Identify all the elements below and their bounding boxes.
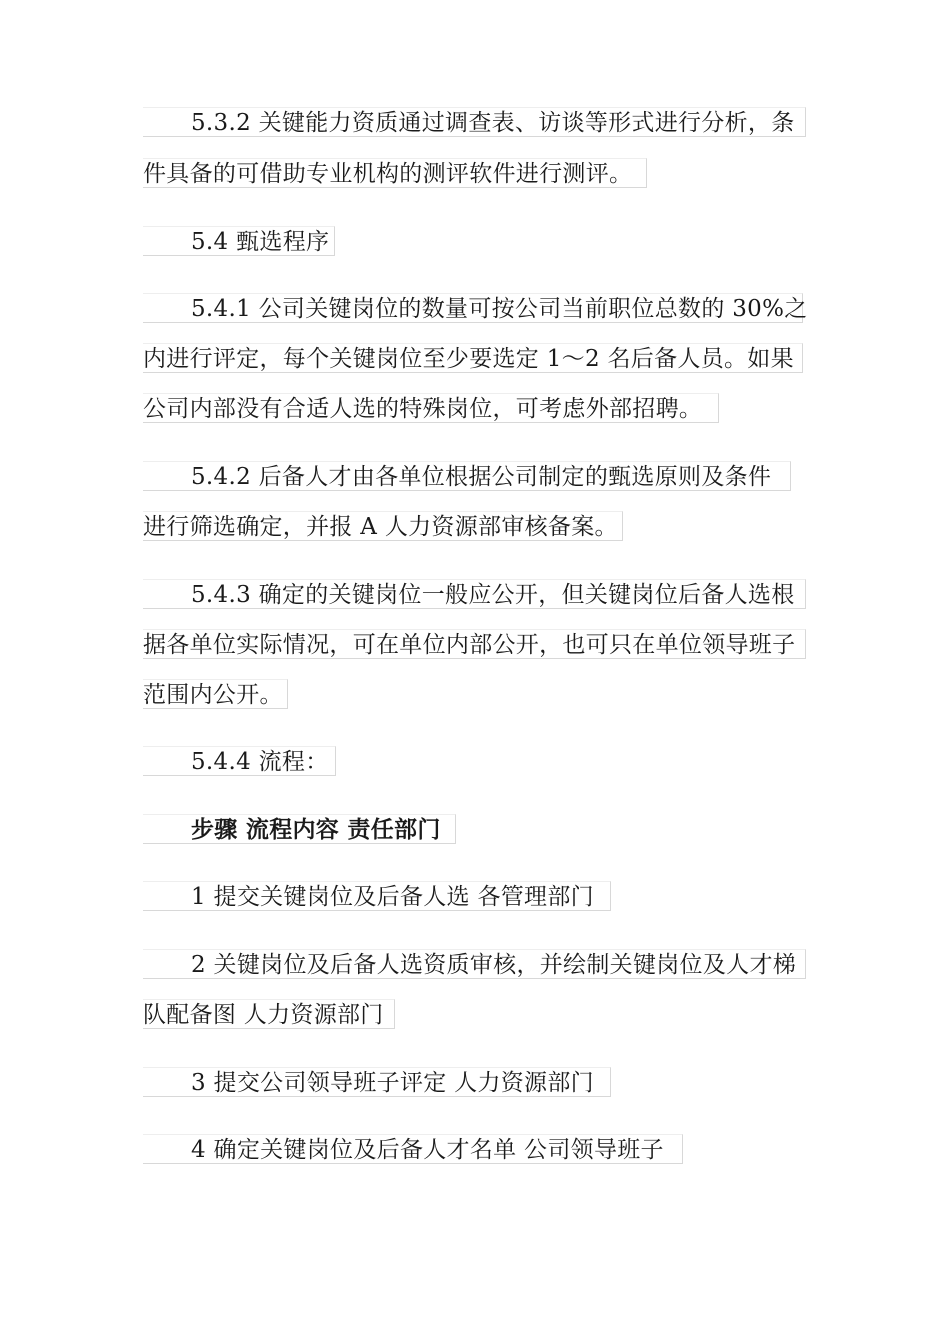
paragraph-5-4-1-line-1: 5.4.1 公司关键岗位的数量可按公司当前职位总数的 30%之	[143, 293, 803, 323]
section-heading-5-4: 5.4 甄选程序	[143, 226, 335, 256]
paragraph-5-3-2-line-1: 5.3.2 关键能力资质通过调查表、访谈等形式进行分析，条	[143, 107, 806, 137]
paragraph-5-4-3-line-3: 范围内公开。	[143, 679, 288, 709]
paragraph-5-4-3-line-2: 据各单位实际情况，可在单位内部公开，也可只在单位领导班子	[143, 629, 806, 659]
flow-step-4: 4 确定关键岗位及后备人才名单 公司领导班子	[143, 1134, 683, 1164]
flow-step-2-line-2: 队配备图 人力资源部门	[143, 999, 395, 1029]
flow-step-3: 3 提交公司领导班子评定 人力资源部门	[143, 1067, 611, 1097]
paragraph-5-4-3-line-1: 5.4.3 确定的关键岗位一般应公开，但关键岗位后备人选根	[143, 579, 806, 609]
section-heading-5-4-4: 5.4.4 流程：	[143, 746, 336, 776]
paragraph-5-3-2-line-2: 件具备的可借助专业机构的测评软件进行测评。	[143, 158, 647, 188]
flow-table-header: 步骤 流程内容 责任部门	[143, 814, 456, 844]
flow-step-2-line-1: 2 关键岗位及后备人选资质审核，并绘制关键岗位及人才梯	[143, 949, 806, 979]
paragraph-5-4-2-line-2: 进行筛选确定，并报 A 人力资源部审核备案。	[143, 511, 623, 541]
paragraph-5-4-1-line-3: 公司内部没有合适人选的特殊岗位，可考虑外部招聘。	[143, 393, 719, 423]
paragraph-5-4-2-line-1: 5.4.2 后备人才由各单位根据公司制定的甄选原则及条件	[143, 461, 791, 491]
paragraph-5-4-1-line-2: 内进行评定，每个关键岗位至少要选定 1～2 名后备人员。如果	[143, 343, 803, 373]
flow-step-1: 1 提交关键岗位及后备人选 各管理部门	[143, 881, 611, 911]
